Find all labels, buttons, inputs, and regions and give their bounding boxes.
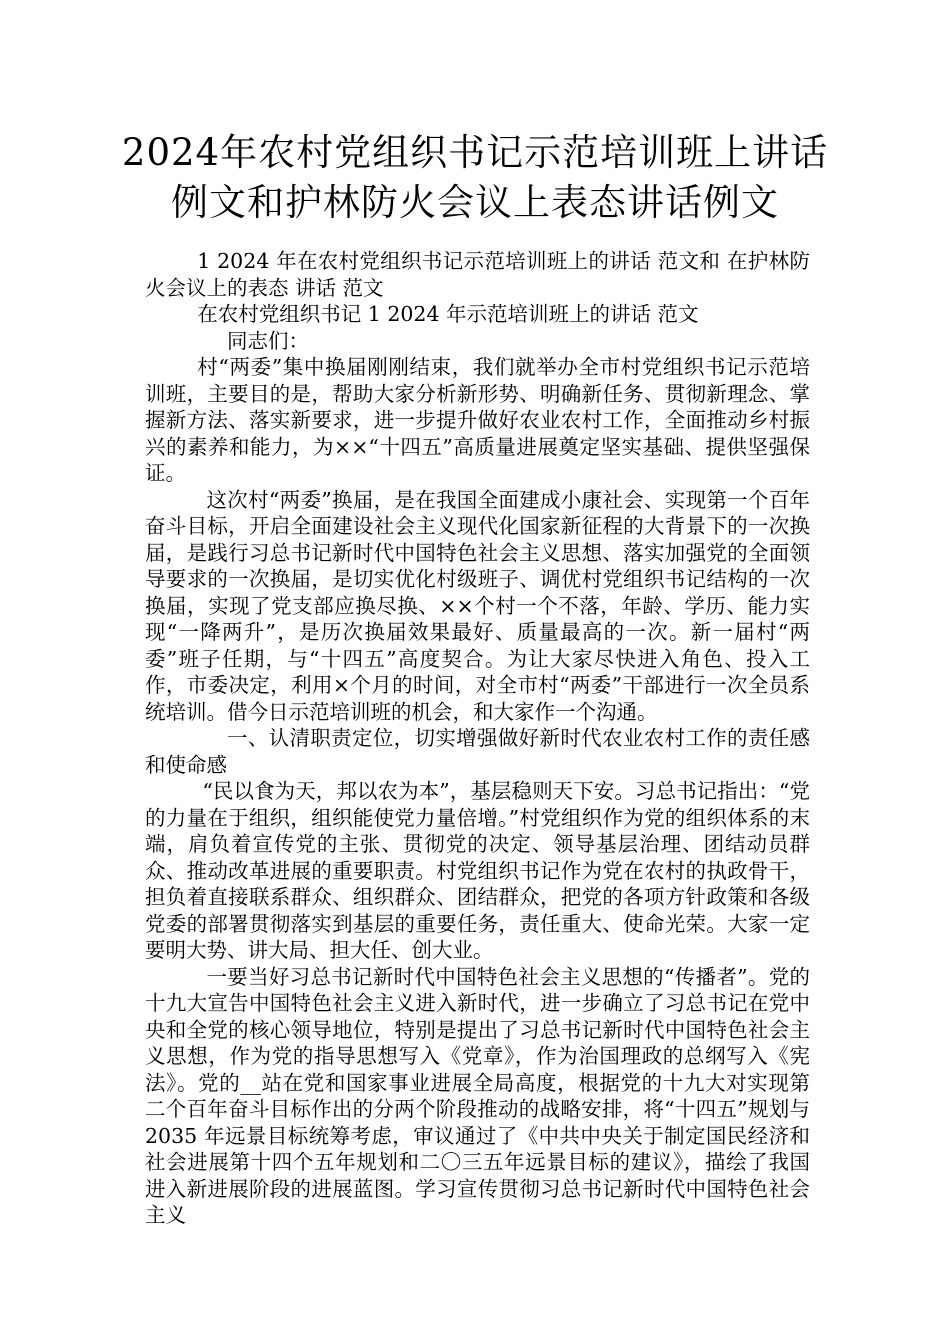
paragraph: 1 2024 年在农村党组织书记示范培训班上的讲话 范文和 在护林防火会议上的表态 讲话 范文: [145, 249, 810, 300]
title-line-1: 2024年农村党组织书记示范培训班上讲话: [121, 131, 829, 174]
paragraph: 在农村党组织书记 1 2024 年示范培训班上的讲话 范文: [197, 302, 699, 326]
paragraph: “民以食为天，邦以农为本”，基层稳则天下安。习总书记指出：“党的力量在于组织，组织能使党力量倍增。”村党组织作为党的组织体系的末端，肩负着宣传党的主张、贯彻党的决定、领导基层治理、团结动员群众、推动改革进展的重要职责。村党组织书记作为党在农村的执政骨干，担负着直接联系群众、组织群众、团结群众，把党的各项方针政策和各级党委的部署贯彻落实到基层的重要任务，责任重大、使命光荣。大家一定要明大势、讲大局、担大任、创大业。: [145, 779, 810, 962]
paragraph: 一要当好习总书记新时代中国特色社会主义思想的“传播者”。党的十九大宣告中国特色社会主义进入新时代，进一步确立了习总书记在党中央和全党的核心领导地位，特别是提出了习总书记新时代中国特色社会主义思想，作为党的指导思想写入《党章》，作为治国理政的总纲写入《宪法》。党的__站在党和国家事业进展全局高度，根据党的十九大对实现第二个百年奋斗目标作出的分两个阶段推动的战略安排，将“十四五”规划与 2035 年远景目标统筹考虑，审议通过了《中共中央关于制定国民经济和社会进展第十四个五年规划和二〇三五年远景目标的建议》，描绘了我国进入新进展阶段的进展蓝图。学习宣传贯彻习总书记新时代中国特色社会主义: [145, 964, 810, 1227]
title-line-2: 例文和护林防火会议上表态讲话例文: [171, 181, 779, 224]
salutation: 同志们：: [227, 328, 309, 353]
paragraph: 这次村“两委”换届，是在我国全面建成小康社会、实现第一个百年奋斗目标，开启全面建设社会主义现代化国家新征程的大背景下的一次换届，是践行习总书记新时代中国特色社会主义思想、落实加强党的全面领导要求的一次换届，是切实优化村级班子、调优村党组织书记结构的一次换届，实现了党支部应换尽换、××个村一个不落，年龄、学历、能力实现“一降两升”，是历次换届效果最好、质量最高的一次。新一届村“两委”班子任期，与“十四五”高度契合。为让大家尽快进入角色、投入工作，市委决定，利用×个月的时间，对全市村“两委”干部进行一次全员系统培训。借今日示范培训班的机会，和大家作一个沟通。: [145, 487, 810, 724]
paragraph: 村“两委”集中换届刚刚结束，我们就举办全市村党组织书记示范培训班，主要目的是，帮助大家分析新形势、明确新任务、贯彻新理念、掌握新方法、落实新要求，进一步提升做好农业农村工作，全面推动乡村振兴的素养和能力，为××“十四五”高质量进展奠定坚实基础、提供坚强保证。: [145, 355, 810, 485]
document-body: [145, 248, 810, 1229]
document-title: [110, 128, 840, 228]
section-heading: 一、认清职责定位，切实增强做好新时代农业农村工作的责任感和使命感: [145, 726, 810, 777]
